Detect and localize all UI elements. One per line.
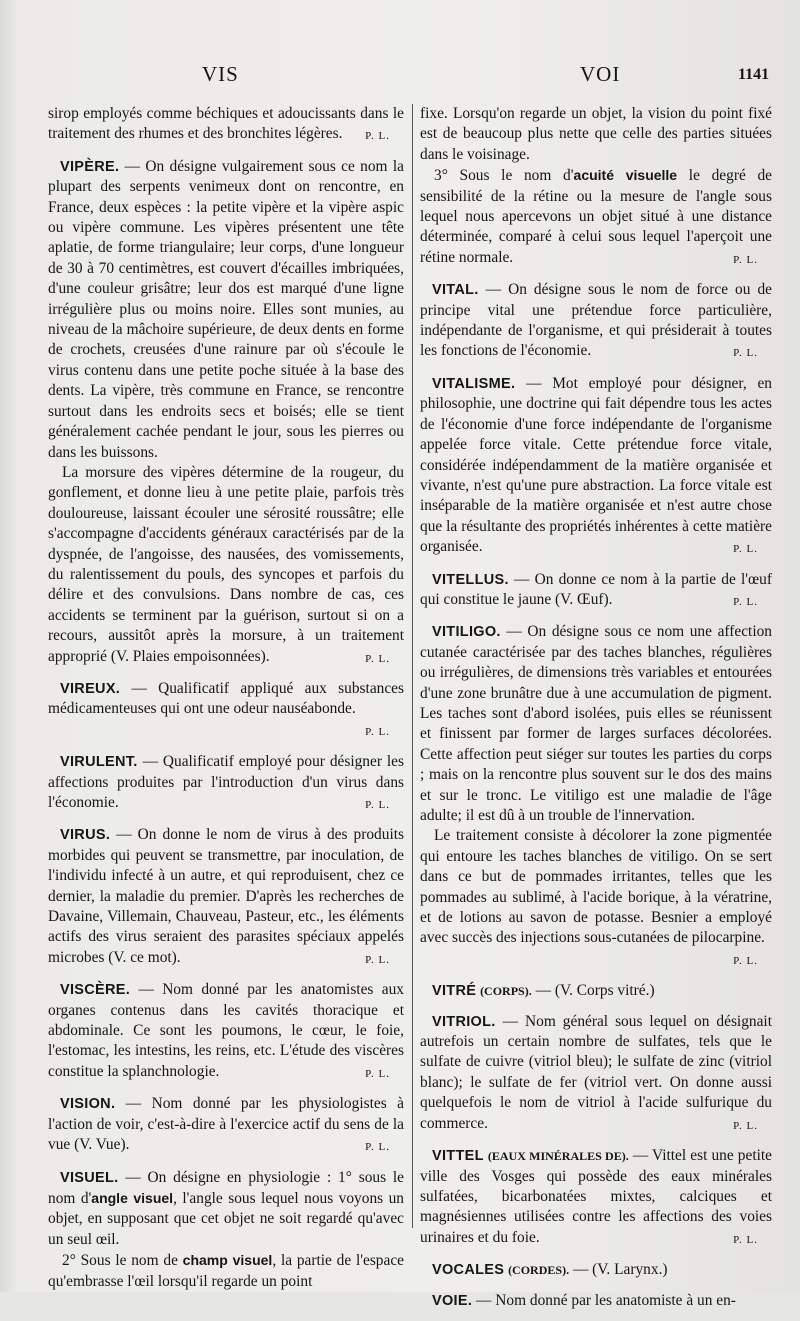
entry-text: — On désigne sous ce nom une affection cutanée caractérisée par des taches blanches, régulières ou irrégulières, de dimensions très variables et entourées d'une zone brunâtre due à une accumulation de pigment. Les taches sont d'abord isolées, puis elles se réunissent et finissent par former de larges surfaces décolorées. Cette affection peut siéger sur toutes les parties du corps ; mais on la rencontre plus souvent sur le dos des mains et sur le tronc. Le vitiligo est une maladie de l'âge adulte; il est dû à un trouble de l'innervation. bbox=[420, 623, 772, 824]
entry-text: 2° Sous le nom de bbox=[62, 1252, 183, 1270]
entry-continuation bbox=[48, 104, 404, 147]
headword: VISION. bbox=[60, 1096, 116, 1113]
entry-vocales bbox=[420, 1260, 772, 1280]
entry-text: 3° Sous le nom d' bbox=[434, 167, 574, 185]
entry-text: — (V. Corps vitré.) bbox=[535, 982, 655, 1000]
headword: VOIE. bbox=[432, 1292, 473, 1309]
entry-text: — Nom donné par les anatomiste à un en- bbox=[476, 1291, 736, 1309]
author-signature: P. L. bbox=[365, 1067, 390, 1080]
header-left-guideword: VIS bbox=[202, 62, 239, 86]
header-right-guideword: VOI bbox=[580, 62, 621, 86]
entry-text: — Nom général sous lequel on désignait autrefois un certain nombre de sulfates, tels que le sulfate de cuivre (vitriol bleu); le sulfate de zinc (vitriol blanc); le sulfate de fer (vitriol vert. On donne aussi quelquefois le nom de vitriol à l'acide sulfurique du commerce. bbox=[420, 1012, 772, 1132]
entry-vittel bbox=[420, 1146, 772, 1250]
entry-text: — On désigne en physiologie : 1° sous le nom d' bbox=[48, 1168, 404, 1207]
author-signature: P. L. bbox=[365, 130, 390, 143]
term-angle-visuel: angle visuel bbox=[91, 1189, 174, 1206]
author-signature: P. L. bbox=[733, 253, 758, 266]
entry-text: — Qualificatif appliqué aux substances médicamenteuses qui ont une odeur nauséabonde. bbox=[48, 679, 404, 718]
headword: VITALISME. bbox=[432, 375, 516, 392]
author-signature: P. L. bbox=[733, 595, 758, 608]
entry-vitriol bbox=[420, 1012, 772, 1136]
author-signature: P. L. bbox=[733, 543, 758, 556]
entry-text: — Qualificatif employé pour désigner les affections produites par l'introduction d'un virus dans l'économie. bbox=[48, 753, 404, 811]
entry-text: — On désigne vulgairement sous ce nom la plupart des serpents venimeux dont on rencontre, en France, deux espèces : la petite vipère et la vipère aspic ou vipère commune. Les vipères présentent une tête aplatie, de forme triangulaire; leur corps, d'une longueur de 30 à 70 centimètres, est couvert d'écailles imbriquées, d'une couleur grisâtre; leur dos est marqué d'une ligne irrégulière plus ou moins noire. Elles sont munies, au niveau de la mâchoire supérieure, de deux dents en forme de crochets, creusées d'une rainure par où s'écoule le virus contenu dans une petite poche située à la base des dents. La vipère, très commune en France, se rencontre surtout dans les endroits secs et boisés; elle se tient généralement cachée pendant le jour, sous les pierres ou dans les buissons. bbox=[48, 157, 404, 461]
entry-text: , la partie de l'espace qu'embrasse l'œil lorsqu'il regarde un point bbox=[48, 1252, 404, 1290]
author-signature: P. L. bbox=[733, 1119, 758, 1132]
column-divider bbox=[412, 104, 413, 1228]
entry-text: — On donne ce nom à la partie de l'œuf qui constitue le jaune (V. Œuf). bbox=[420, 570, 772, 608]
entry-visuel bbox=[48, 1168, 404, 1292]
author-signature: P. L. bbox=[365, 799, 390, 811]
continuation-text: fixe. Lorsqu'on regarde un objet, la vision du point fixé est de beaucoup plus nette que celle des parties situées dans le voisinage. bbox=[420, 105, 772, 163]
entry-vipere bbox=[48, 157, 404, 669]
headword: VIRUS. bbox=[60, 827, 111, 844]
entry-text: — On donne le nom de virus à des produits morbides qui peuvent se transmettre, par inoculation, de l'individu infecté à un autre, et qui reproduisent, chez ce dernier, la maladie du premier. D'après les recherches de Davaine, Villemain, Chauveau, Pasteur, etc., les éléments actifs des virus seraient des parasites spéciaux appelés microbes (V. ce mot). bbox=[48, 826, 404, 966]
entry-virus bbox=[48, 825, 404, 970]
term-acuite-visuelle: acuité visuelle bbox=[573, 167, 678, 184]
headword: VITRIOL. bbox=[432, 1013, 496, 1030]
entry-text: La morsure des vipères détermine de la rougeur, du gonflement, et donne lieu à une petite plaie, parfois très douloureuse, laissant écouler une sérosité roussâtre; elle s'accompagne d'accidents généraux caractérisés par de la dyspnée, de l'angoisse, des nausées, des vomissements, du ralentissement du pouls, des syncopes et parfois du délire et des convulsions. Dans nombre de cas, ces accidents se terminent par la guérison, surtout si on a recours, aussitôt après la morsure, à un traitement approprié (V. Plaies empoisonnées). bbox=[48, 463, 404, 665]
entry-vital bbox=[420, 280, 772, 364]
page-number: 1141 bbox=[738, 66, 770, 83]
entry-text: Le traitement consiste à décolorer la zone pigmentée qui entoure les taches blanches de vitiligo. On se sert dans ce but de pommades irritantes, telles que les pommades au sublimé, à l'acide borique, à la vératrine, et de lotions au savon de potasse. Besnier a employé avec succès des injections sous-cutanées de pilocarpine. bbox=[420, 827, 772, 947]
entry-text: — Nom donné par les physiologistes à l'action de voir, c'est-à-dire à l'exercice actif du sens de la vue (V. Vue). bbox=[48, 1095, 404, 1154]
entry-vitellus bbox=[420, 570, 772, 613]
headword: VOCALES bbox=[432, 1262, 505, 1279]
headword-qualifier: (CORPS). bbox=[480, 984, 532, 999]
author-signature: P. L. bbox=[365, 725, 390, 738]
author-signature: P. L. bbox=[365, 652, 390, 665]
headword: VISUEL. bbox=[60, 1169, 119, 1186]
headword-qualifier: (EAUX MINÉRALES DE). bbox=[487, 1149, 629, 1164]
entry-vitiligo bbox=[420, 622, 772, 971]
entry-text: , l'angle sous lequel nous voyons un objet, en supposant que cet objet ne soit regardé qu'avec un seul œil. bbox=[48, 1189, 404, 1248]
headword: VITAL. bbox=[432, 282, 479, 299]
left-column bbox=[48, 104, 404, 1302]
entry-text: — (V. Larynx.) bbox=[572, 1261, 668, 1279]
entry-vitre bbox=[420, 981, 772, 1001]
entry-vireux bbox=[48, 679, 404, 742]
entry-voie bbox=[420, 1291, 772, 1311]
headword: VIREUX. bbox=[60, 680, 121, 697]
right-column bbox=[420, 104, 772, 1321]
headword: VITILIGO. bbox=[432, 624, 501, 641]
entry-vision bbox=[48, 1094, 404, 1157]
headword: VITTEL bbox=[432, 1148, 484, 1165]
headword: VIRULENT. bbox=[60, 754, 138, 771]
entry-visuel-continuation bbox=[420, 104, 772, 270]
author-signature: P. L. bbox=[365, 953, 390, 966]
author-signature: P. L. bbox=[733, 954, 758, 967]
headword-qualifier: (CORDES). bbox=[508, 1263, 570, 1278]
entry-text: — Mot employé pour désigner, en philosophie, une doctrine qui fait dépendre tous les actes de l'économie d'une force indépendante de l'organisme appelée force vitale. Cette prétendue force vitale, considérée indépendamment de la matière organisée et vivante, n'est qu'une pure abstraction. La force vitale est inséparable de la matière organisée et n'est autre chose que la résultante des propriétés inhérentes à cette matière organisée. bbox=[420, 374, 772, 556]
entry-viscere bbox=[48, 980, 404, 1084]
author-signature: P. L. bbox=[365, 1141, 390, 1154]
headword: VITELLUS. bbox=[432, 571, 509, 588]
entry-text: — Nom donné par les anatomistes aux organes contenus dans les cavités thoracique et abdominale. Ce sont les poumons, le cœur, le foie, l'estomac, les intestins, les reins, etc. L'étude des viscères constitue la splanchnologie. bbox=[48, 981, 404, 1080]
running-header bbox=[0, 62, 800, 92]
term-champ-visuel: champ visuel bbox=[182, 1252, 273, 1269]
author-signature: P. L. bbox=[733, 347, 758, 360]
entry-vitalisme bbox=[420, 374, 772, 560]
headword: VISCÈRE. bbox=[60, 982, 131, 999]
entry-virulent bbox=[48, 752, 404, 815]
continuation-text: sirop employés comme béchiques et adoucissants dans le traitement des rhumes et des bronchites légères. bbox=[48, 105, 404, 143]
entry-text: — Vittel est une petite ville des Vosges qui possède des eaux minérales sulfatées, bicarbonatées mixtes, calciques et magnésiennes utilisées contre les affections des voies urinaires et du foie. bbox=[420, 1147, 772, 1246]
headword: VIPÈRE. bbox=[60, 158, 120, 175]
entry-text: le degré de sensibilité de la rétine ou la mesure de l'angle sous lequel nous apercevons un objet situé à une distance déterminée, comparé à celui sous lequel l'aperçoit une rétine normale. bbox=[420, 167, 773, 266]
headword: VITRÉ bbox=[432, 983, 477, 1000]
author-signature: P. L. bbox=[733, 1233, 758, 1246]
entry-text: — On désigne sous le nom de force ou de principe vital une prétendue force particulière, indépendante de l'organisme, et qui présiderait à toutes les fonctions de l'économie. bbox=[420, 281, 772, 360]
